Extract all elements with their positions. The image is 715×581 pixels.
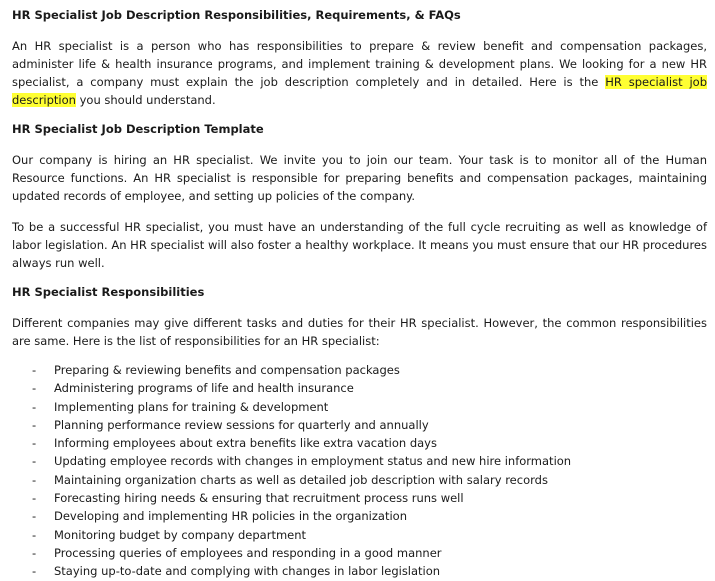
dash-bullet: - (32, 491, 37, 506)
list-item (32, 452, 707, 470)
document-title: HR Specialist Job Description Responsibilities, Requirements, & FAQs (12, 8, 461, 22)
template-paragraph-2: To be a successful HR specialist, you must have an understanding of the full cycle recruiting as well as knowledge of labor legislation. An HR specialist will also foster a healthy workplace. It means you must ensure that our HR procedures always run well. (12, 220, 707, 270)
list-item-text: Updating employee records with changes in employment status and new hire information (54, 454, 572, 469)
dash-bullet: - (32, 545, 37, 560)
intro-paragraph (12, 37, 707, 109)
list-item (32, 416, 707, 434)
list-item-text: Maintaining organization charts as well as detailed job description with salary records (54, 472, 548, 487)
list-item (32, 434, 707, 452)
template-heading: HR Specialist Job Description Template (12, 122, 264, 136)
list-item-text: Administering programs of life and health insurance (54, 381, 354, 396)
list-item (32, 544, 707, 562)
highlighted-link-text[interactable]: HR specialist job description (12, 75, 707, 107)
list-item (32, 361, 707, 379)
list-item (32, 398, 707, 416)
dash-bullet: - (32, 454, 37, 469)
list-item (32, 379, 707, 397)
list-item-text: Forecasting hiring needs & ensuring that recruitment process runs well (54, 491, 464, 506)
list-item (32, 562, 707, 580)
list-item-text: Processing queries of employees and responding in a good manner (54, 545, 442, 560)
list-item-text: Informing employees about extra benefits like extra vacation days (54, 436, 437, 451)
dash-bullet: - (32, 381, 37, 396)
list-item-text: Implementing plans for training & development (54, 399, 329, 414)
list-item-text: Developing and implementing HR policies in the organization (54, 509, 407, 524)
list-item-text: Staying up-to-date and complying with changes in labor legislation (54, 564, 441, 579)
responsibilities-list (12, 361, 707, 581)
intro-text-after: you should understand. (75, 93, 216, 107)
dash-bullet: - (32, 472, 37, 487)
list-item-text: Monitoring budget by company department (54, 527, 307, 542)
template-paragraph-1: Our company is hiring an HR specialist. We invite you to join our team. Your task is to monitor all of the Human Resource functions. An HR specialist is responsible for preparing benefits and compensation packages, maintaining updated records of employee, and setting up policies of the company. (12, 153, 707, 203)
list-item-text: Planning performance review sessions for quarterly and annually (54, 417, 429, 432)
intro-text-before: An HR specialist is a person who has responsibilities to prepare & review benefit and compensation packages, administer life & health insurance programs, and implement training & development plans. We looking for a new HR specialist, a company must explain the job description completely and in detailed. Here is the (12, 39, 707, 89)
list-item (32, 471, 707, 489)
list-item (32, 507, 707, 525)
dash-bullet: - (32, 509, 37, 524)
dash-bullet: - (32, 527, 37, 542)
list-item (32, 526, 707, 544)
list-item (32, 489, 707, 507)
dash-bullet: - (32, 363, 37, 377)
responsibilities-intro: Different companies may give different tasks and duties for their HR specialist. However, the common responsibilities are same. Here is the list of responsibilities for an HR specialist: (12, 316, 707, 348)
responsibilities-heading: HR Specialist Responsibilities (12, 285, 205, 299)
dash-bullet: - (32, 564, 37, 579)
list-item-text: Preparing & reviewing benefits and compensation packages (54, 363, 400, 377)
dash-bullet: - (32, 399, 37, 414)
dash-bullet: - (32, 436, 37, 451)
dash-bullet: - (32, 417, 37, 432)
